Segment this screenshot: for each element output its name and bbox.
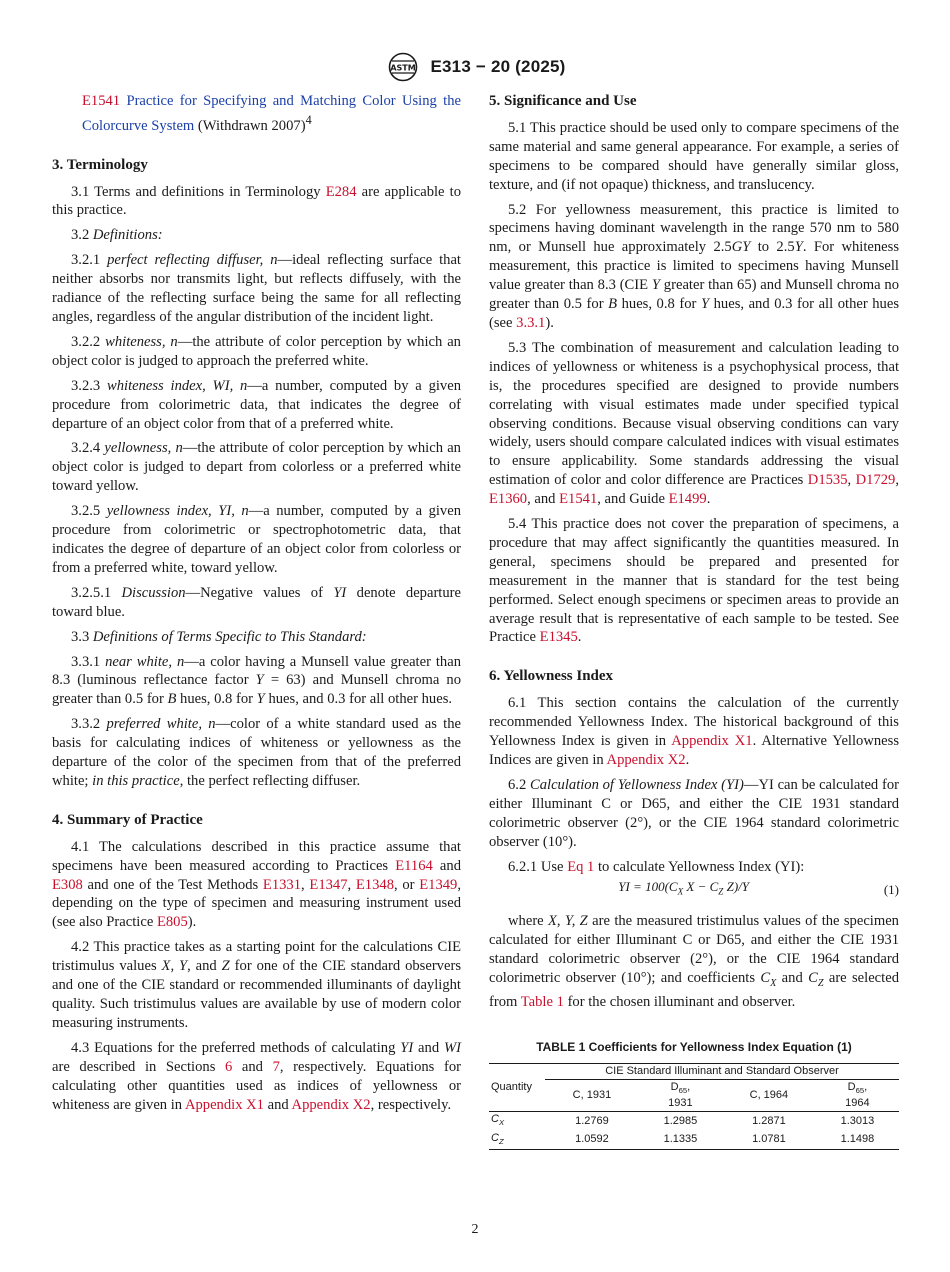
ref-link[interactable]: Eq 1: [567, 858, 595, 875]
para-5-4: 5.4 This practice does not cover the preparation of specimens, a procedure that may affect significantly the quantities measured. In general, specimens should be prepared and presented for measurement in the manner that is standard for the test being performed. Select enough specimens or specimen areas to provide an average result that is representative of each sample to be tested. See Practice E1345.: [489, 516, 899, 646]
table-row: [489, 1112, 899, 1131]
section-3-heading: 3. Terminology: [52, 156, 148, 173]
para-3-2-5-1: 3.2.5.1 Discussion—Negative values of YI denote departure toward blue.: [52, 584, 461, 620]
ref-link[interactable]: Appendix X1: [671, 733, 753, 750]
para-where: where X, Y, Z are the measured tristimulus values of the specimen calculated for either Illuminant C or D65, and either the CIE 1931 standard colorimetric observer (2°), or the CIE 1964 standard colorimetric observer (10°); and coefficients $C_X$ and $C_Z$ are selected from Table 1 for the chosen illuminant and observer.: [489, 912, 899, 1011]
astm-logo-icon: [384, 52, 422, 82]
reference-e1541: E1541 Practice for Specifying and Matching Color Using the Colorcurve System (Withdrawn 2007)$^4$: [82, 93, 461, 134]
document-id: E313 − 20 (2025): [430, 57, 566, 76]
cell: 1.0781: [752, 1133, 786, 1146]
para-6-2-1: 6.2.1 Use Eq 1 to calculate Yellowness Index (YI):: [508, 858, 805, 875]
equation-number: (1): [883, 881, 899, 897]
right-column: [489, 92, 899, 1150]
left-column: [52, 92, 461, 1120]
para-5-2: 5.2 For yellowness measurement, this practice is limited to specimens having dominant wavelength in the range 570 nm to 580 nm, or Munsell hue approximately 2.5GY to 2.5Y. For whiteness measurement, this practice is limited to specimens having Munsell value greater than 8.3 (CIE Y greater than 65) and Munsell chroma no greater than 0.5 for B hues, 0.8 for Y hues, and 0.3 for all other hues (see 3.3.1).: [489, 201, 900, 331]
para-3-2-3: 3.2.3 whiteness index, WI, n—a number, computed by a given procedure from colorimetric data, that indicates the degree of departure of an object color from that of a preferred white.: [52, 377, 461, 432]
ref-link[interactable]: E1541: [82, 93, 121, 109]
para-3-2-2: 3.2.2 whiteness, n—the attribute of color perception by which an object color is judged to approach the preferred white.: [52, 333, 461, 369]
section-6-heading: 6. Yellowness Index: [489, 668, 614, 685]
section-5-heading: 5. Significance and Use: [489, 93, 637, 109]
ref-link[interactable]: E1360: [489, 491, 528, 508]
ref-link[interactable]: D1729: [855, 472, 896, 489]
ref-link[interactable]: E1499: [668, 491, 707, 508]
ref-link[interactable]: E1345: [539, 629, 578, 646]
para-3-2-5: 3.2.5 yellowness index, YI, n—a number, computed by a given procedure from colorimetric or spectrophotometric data, that indicates the degree of departure of an object color from colorless or from a preferred white, toward yellow.: [52, 503, 461, 576]
ref-link[interactable]: E1347: [309, 876, 348, 893]
ref-link[interactable]: Appendix X1: [184, 1096, 264, 1113]
ref-link[interactable]: Table 1: [520, 994, 564, 1011]
para-3-2: 3.2 Definitions:: [71, 227, 163, 244]
cell: 1.1335: [663, 1133, 698, 1146]
svg-text:ASTM: ASTM: [390, 63, 417, 73]
cell: 1.3013: [840, 1115, 875, 1128]
para-6-2: 6.2 Calculation of Yellowness Index (YI)—YI can be calculated for either Illuminant C or D65, and either the CIE 1931 standard colorimetric observer (2°), or the CIE 1964 standard colorimetric observer (10°).: [489, 776, 899, 850]
ref-link[interactable]: D1535: [807, 472, 848, 489]
para-3-1: 3.1 Terms and definitions in Terminology E284 are applicable to this practice.: [52, 183, 461, 219]
quantity-header: Quantity: [491, 1081, 532, 1094]
ref-title-link[interactable]: Practice for Specifying and Matching Color Using the Colorcurve System: [82, 93, 461, 134]
ref-link[interactable]: Appendix X2: [606, 752, 686, 768]
ref-link[interactable]: E284: [325, 183, 357, 200]
ref-link[interactable]: 7: [272, 1058, 280, 1075]
equation-1: [489, 878, 899, 902]
equation-body: YI = $100(C_X$ $X - C_Z$ Z)/Y: [618, 879, 749, 898]
cell: 1.1498: [840, 1133, 875, 1146]
ref-link[interactable]: E805: [156, 914, 188, 931]
row-quantity: $C_Z$: [491, 1131, 504, 1146]
cell: 1.2985: [663, 1115, 698, 1128]
col-header: C, 1964: [749, 1089, 789, 1102]
ref-link[interactable]: Appendix X2: [291, 1096, 371, 1113]
table-1: [489, 1063, 899, 1150]
table-row: [489, 1131, 899, 1150]
para-4-3: 4.3 Equations for the preferred methods of calculating YI and WI are described in Sections 6 and 7, respectively. Equations for calculating other quantities used as indices of yellowness or whiteness are given in Appendix X1 and Appendix X2, respectively.: [52, 1039, 461, 1113]
para-3-3-2: 3.3.2 preferred white, n—color of a white standard used as the basis for calculating indices of whiteness or yellowness as the departure of the color of the specimen from that of the preferred white; in this practice, the perfect reflecting diffuser.: [52, 716, 461, 789]
para-4-1: 4.1 The calculations described in this practice assume that specimens have been measured according to Practices E1164 and E308 and one of the Test Methods E1331, E1347, E1348, or E1349, depending on the type of specimen and measuring instrument used (see also Practice E805).: [52, 838, 462, 931]
page-number: 2: [471, 1222, 479, 1237]
cell: 1.2871: [752, 1115, 786, 1128]
row-quantity: $C_X$: [491, 1113, 505, 1128]
para-6-1: 6.1 This section contains the calculation of the currently recommended Yellowness Index. The historical background of this Yellowness Index is given in Appendix X1. Alternative Yellowness Indices are given in Appendix X2.: [489, 695, 900, 768]
section-4-heading: 4. Summary of Practice: [52, 811, 203, 828]
ref-link[interactable]: E1331: [262, 876, 302, 893]
col-header: $D_{65}$, 1931: [668, 1081, 693, 1110]
para-3-3: 3.3 Definitions of Terms Specific to This Standard:: [71, 628, 367, 645]
group-header: CIE Standard Illuminant and Standard Observer: [545, 1064, 899, 1080]
para-3-2-1: 3.2.1 perfect reflecting diffuser, n—ideal reflecting surface that neither absorbs nor transmits light, but reflects diffusely, with the radiance of the reflecting surface being the same for all reflecting angles, regardless of the angular distribution of the incident light.: [52, 252, 461, 326]
ref-link[interactable]: 3.3.1: [516, 314, 546, 331]
cell: 1.0592: [575, 1133, 609, 1146]
para-4-2: 4.2 This practice takes as a starting point for the calculations CIE tristimulus values X, Y, and Z for one of the CIE standard observers and one of the CIE standard or recommended illuminants of daylight quality. Such tristimulus values are available by use of modern color measuring instruments.: [52, 939, 461, 1031]
para-5-1: 5.1 This practice should be used only to compare specimens of the same material and same general appearance. For example, a series of specimens to be compared should have generally similar gloss, texture, and (if not opaque) thickness, and translucency.: [489, 119, 899, 193]
para-3-3-1: 3.3.1 near white, n—a color having a Munsell value greater than 8.3 (luminous reflectance factor Y = 63) and Munsell chroma no greater than 0.5 for B hues, 0.8 for Y hues, and 0.3 for all other hues.: [52, 653, 461, 708]
ref-link[interactable]: E1349: [419, 876, 458, 893]
ref-link[interactable]: E1164: [395, 857, 433, 874]
col-header: C, 1931: [572, 1089, 612, 1102]
page-header: [0, 52, 950, 82]
ref-link[interactable]: E1348: [355, 876, 394, 893]
cell: 1.2769: [575, 1115, 609, 1128]
ref-link[interactable]: E1541: [559, 491, 598, 508]
col-header: $D_{65}$, 1964: [845, 1081, 870, 1110]
table-1-caption: TABLE 1 Coefficients for Yellowness Index Equation (1): [536, 1040, 852, 1055]
para-5-3: 5.3 The combination of measurement and calculation leading to indices of yellowness or whiteness is a psychophysical process, that is, the procedures specified are designed to provide numbers correlating with visual estimates made under specified typical observing conditions. Because visual observing conditions can vary widely, users should compare calculated indices with visual estimates to ensure applicability. Some standards addressing the visual estimation of color and color difference are Practices D1535, D1729, E1360, and E1541, and Guide E1499.: [489, 339, 899, 508]
para-3-2-4: 3.2.4 yellowness, n—the attribute of color perception by which an object color is judged to depart from colorless or a preferred white toward yellow.: [52, 440, 461, 495]
ref-link[interactable]: 6: [225, 1058, 233, 1075]
ref-link[interactable]: E308: [52, 876, 83, 893]
